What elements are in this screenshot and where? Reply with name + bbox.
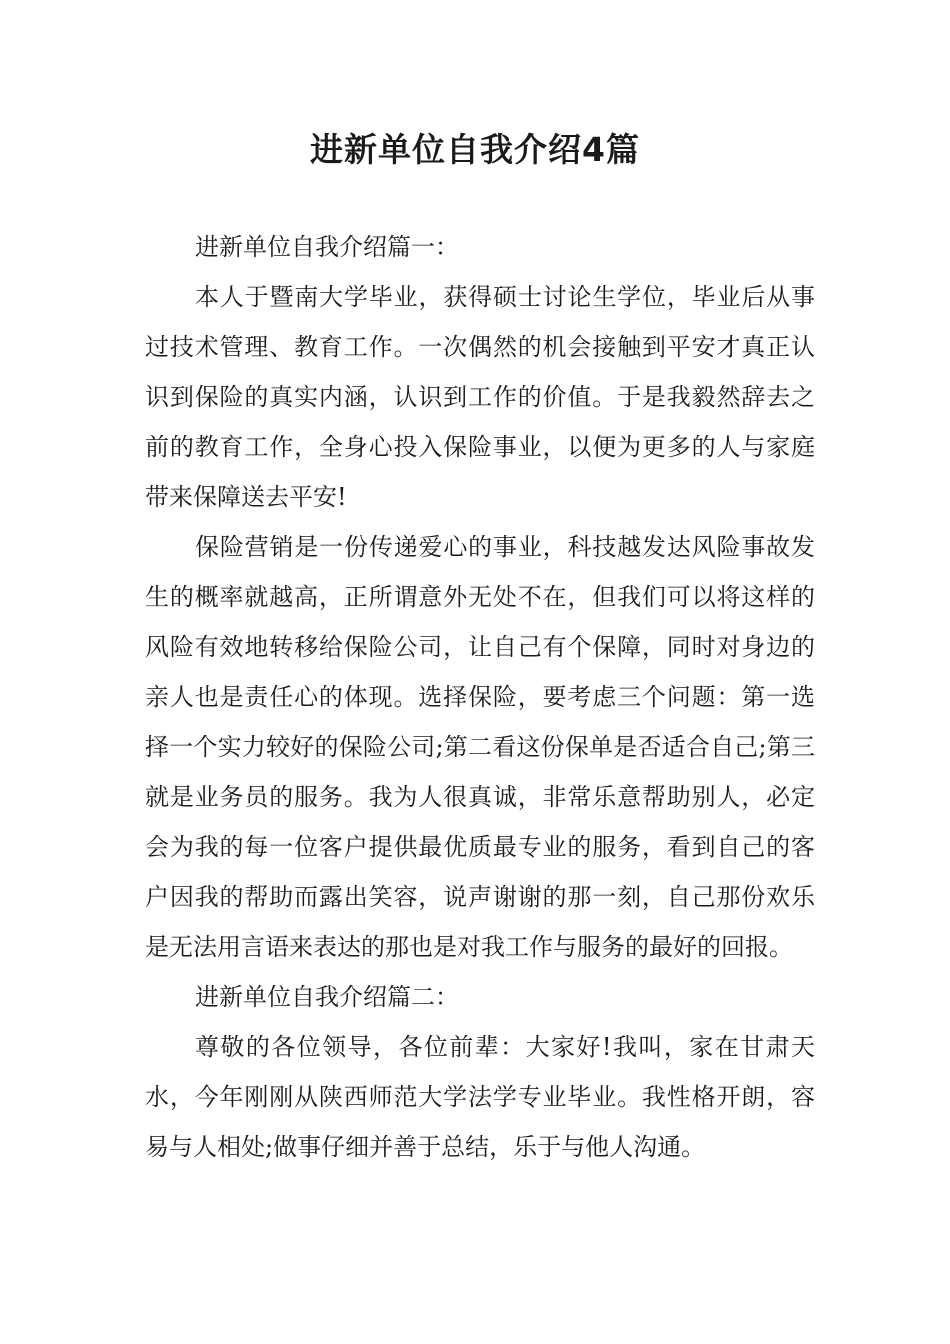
document-body [145,222,815,1172]
paragraph: 本人于暨南大学毕业，获得硕士讨论生学位，毕业后从事过技术管理、教育工作。一次偶然的机会接触到平安才真正认识到保险的真实内涵，认识到工作的价值。于是我毅然辞去之前的教育工作，全身心投入保险事业，以便为更多的人与家庭带来保障送去平安! [145,283,815,511]
paragraph: 保险营销是一份传递爱心的事业，科技越发达风险事故发生的概率就越高，正所谓意外无处不在，但我们可以将这样的风险有效地转移给保险公司，让自己有个保障，同时对身边的亲人也是责任心的体现。选择保险，要考虑三个问题：第一选择一个实力较好的保险公司;第二看这份保单是否适合自己;第三就是业务员的服务。我为人很真诚，非常乐意帮助别人，必定会为我的每一位客户提供最优质最专业的服务，看到自己的客户因我的帮助而露出笑容，说声谢谢的那一刻，自己那份欢乐是无法用言语来表达的那也是对我工作与服务的最好的回报。 [145,533,815,961]
paragraph: 尊敬的各位领导，各位前辈：大家好!我叫，家在甘肃天水，今年刚刚从陕西师范大学法学专业毕业。我性格开朗，容易与人相处;做事仔细并善于总结，乐于与他人沟通。 [145,1033,815,1161]
section-heading-1: 进新单位自我介绍篇一： [195,233,459,261]
document-title: 进新单位自我介绍4篇 [310,130,640,169]
section-heading-2: 进新单位自我介绍篇二： [195,983,459,1011]
